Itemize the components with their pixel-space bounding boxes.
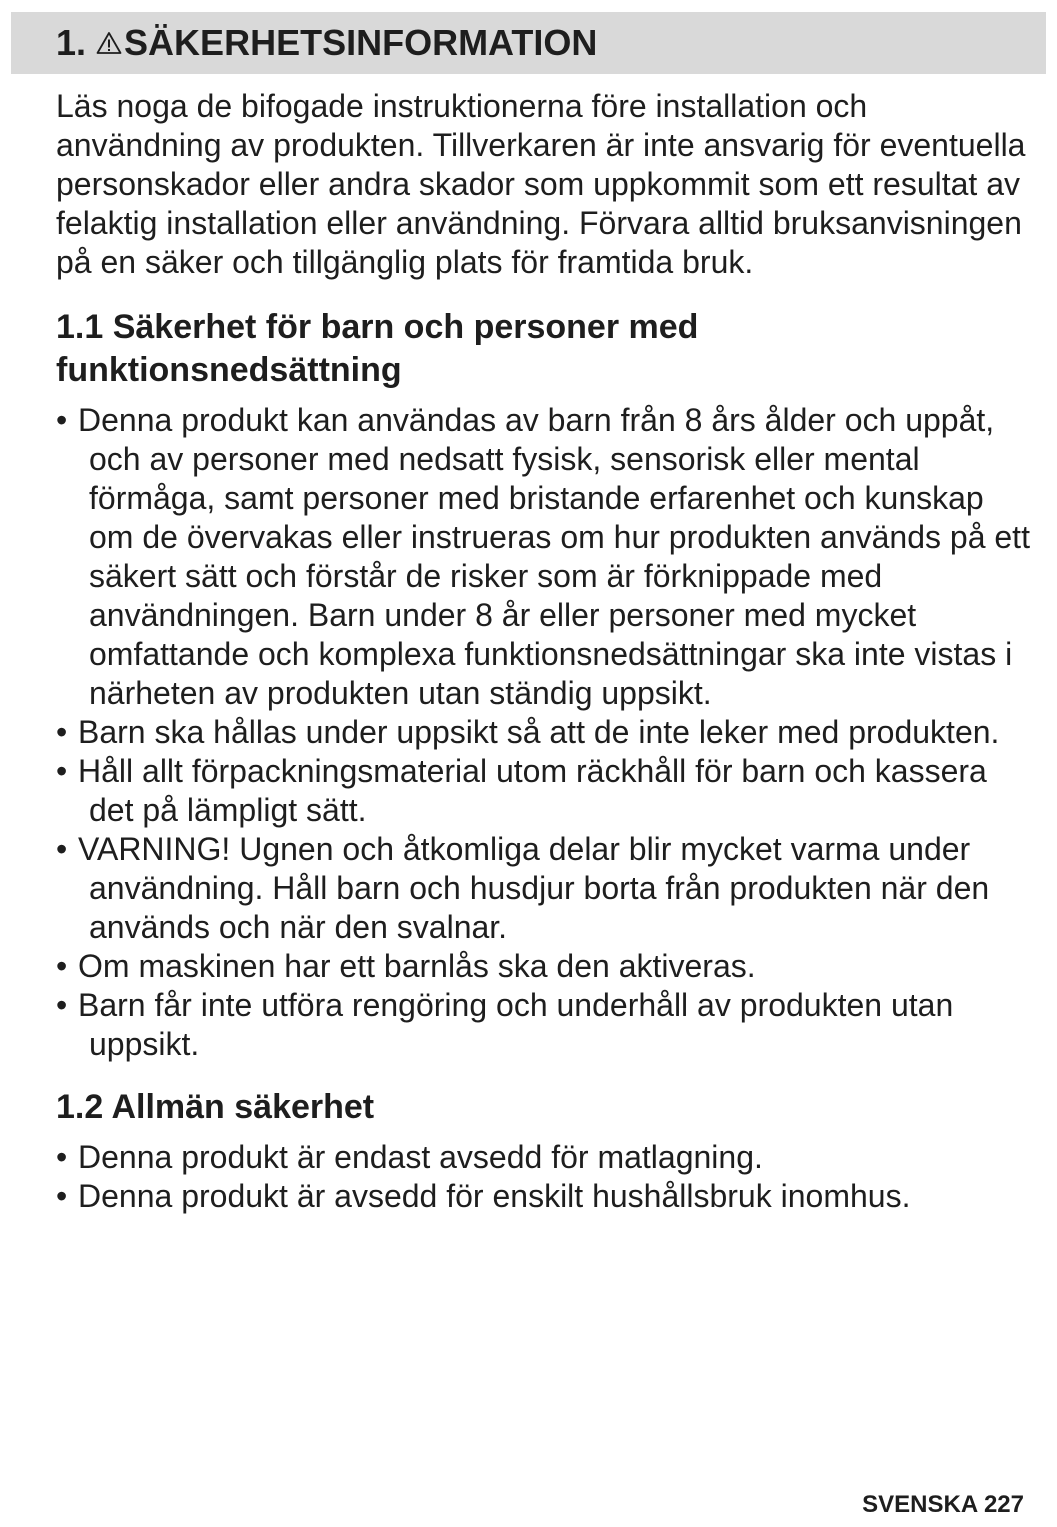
list-item: • Om maskinen har ett barnlås ska den aktiveras.: [56, 948, 756, 984]
list-item: • Barn får inte utföra rengöring och underhåll av produkten utan uppsikt.: [56, 987, 954, 1062]
section-number: 1.: [56, 22, 87, 63]
section-title: [56, 22, 597, 64]
child-safety-list: [56, 401, 1031, 1064]
bullet-mark: •: [56, 987, 68, 1023]
bullet-mark: •: [56, 1139, 68, 1175]
bullet-mark: •: [56, 714, 68, 750]
subsection-heading-general-safety: 1.2 Allmän säkerhet: [56, 1088, 375, 1126]
bullet-mark: •: [56, 1178, 68, 1214]
list-item: • Håll allt förpackningsmaterial utom räckhåll för barn och kassera det på lämpligt sätt.: [56, 753, 987, 828]
list-item: • Denna produkt är endast avsedd för matlagning.: [56, 1139, 763, 1175]
list-item: • VARNING! Ugnen och åtkomliga delar blir mycket varma under användning. Håll barn och husdjur borta från produkten när den används och när den svalnar.: [56, 831, 990, 945]
bullet-mark: •: [56, 831, 68, 867]
subsection-heading-child-safety: 1.1 Säkerhet för barn och personer med funktionsnedsättning: [56, 308, 699, 389]
general-safety-list: [56, 1138, 1031, 1216]
list-item: • Barn ska hållas under uppsikt så att de inte leker med produkten.: [56, 714, 1000, 750]
page-content: [56, 87, 1031, 1216]
bullet-mark: •: [56, 948, 68, 984]
bullet-mark: •: [56, 753, 68, 789]
section-title-text: SÄKERHETSINFORMATION: [124, 22, 598, 63]
intro-paragraph: Läs noga de bifogade instruktionerna före installation och användning av produkten. Tillverkaren är inte ansvarig för eventuella personskador eller andra skador som uppkommit som ett resultat av felaktig installation eller användning. Förvara alltid bruksanvisningen på en säker och tillgänglig plats för framtida bruk.: [56, 88, 1026, 280]
section-header-bar: [11, 12, 1046, 74]
page-footer: SVENSKA 227: [862, 1491, 1024, 1518]
list-item: • Denna produkt kan användas av barn från 8 års ålder och uppåt, och av personer med nedsatt fysisk, sensorisk eller mental förmåga, samt personer med bristande erfarenhet och kunskap om de övervakas eller instrueras om hur produkten används på ett säkert sätt och förstår de risker som är förknippade med användningen. Barn under 8 år eller personer med mycket omfattande och komplexa funktionsnedsättningar ska inte vistas i närheten av produkten utan ständig uppsikt.: [56, 402, 1030, 711]
bullet-mark: •: [56, 402, 68, 438]
warning-triangle-icon: [96, 22, 122, 64]
list-item: • Denna produkt är avsedd för enskilt hushållsbruk inomhus.: [56, 1178, 911, 1214]
